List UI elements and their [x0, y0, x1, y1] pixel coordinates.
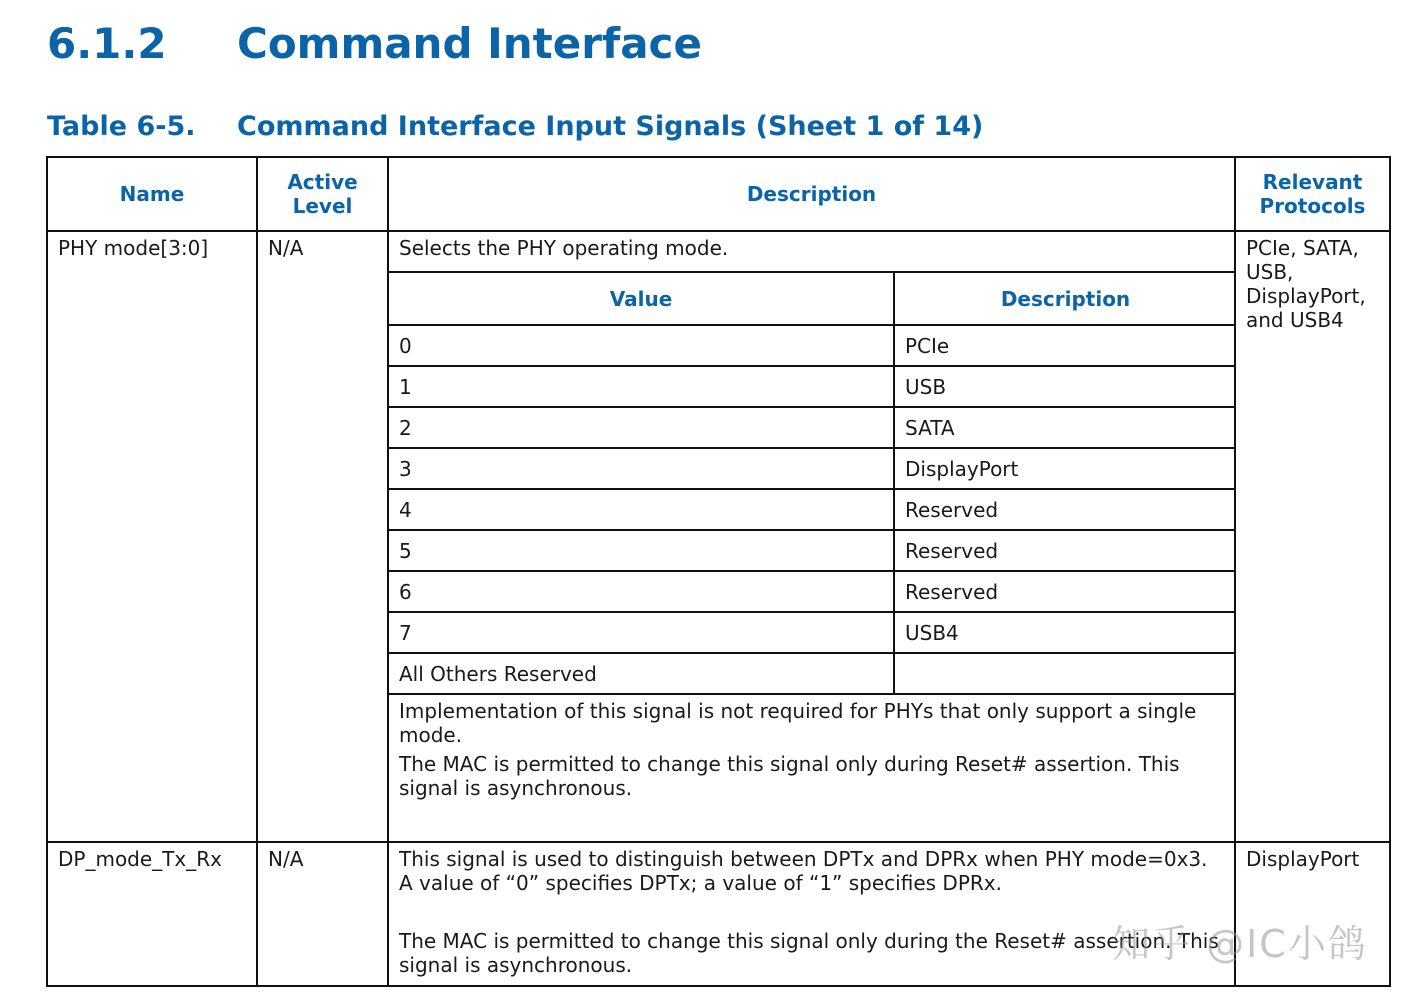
value-cell: 0: [389, 325, 894, 366]
value-description-cell: SATA: [894, 407, 1236, 448]
value-row: [389, 653, 1236, 694]
active-level: N/A: [257, 231, 388, 842]
header-description: Description: [388, 157, 1235, 231]
value-cell: 4: [389, 489, 894, 530]
relevant-protocols: PCIe, SATA, USB, DisplayPort, and USB4: [1235, 231, 1390, 842]
value-cell: 3: [389, 448, 894, 489]
note-paragraph: The MAC is permitted to change this signal only during Reset# assertion. This signal is asynchronous.: [399, 752, 1180, 800]
table-row: [47, 231, 1390, 842]
value-row: [389, 325, 1236, 366]
signal-name: PHY mode[3:0]: [47, 231, 257, 842]
value-description-cell: Reserved: [894, 530, 1236, 571]
header-protocols: Relevant Protocols: [1235, 157, 1390, 231]
value-cell: 6: [389, 571, 894, 612]
description-intro: Selects the PHY operating mode.: [389, 232, 1234, 273]
value-description-cell: USB4: [894, 612, 1236, 653]
value-table-header: [389, 273, 1236, 325]
value-row: [389, 530, 1236, 571]
note-paragraph: This signal is used to distinguish between DPTx and DPRx when PHY mode=0x3. A value of “0” specifies DPTx; a value of “1” specifies DPRx.: [399, 847, 1208, 895]
header-active-level: Active Level: [257, 157, 388, 231]
signals-table: [46, 156, 1391, 987]
table-header-row: [47, 157, 1390, 231]
watermark: 知乎 @IC小鸽: [1112, 922, 1368, 966]
value-table: [389, 273, 1236, 695]
header-name: Name: [47, 157, 257, 231]
value-header: Value: [389, 273, 894, 325]
table-title: Command Interface Input Signals (Sheet 1 of 14): [237, 111, 984, 142]
section-heading: [47, 18, 702, 70]
signal-description: [388, 842, 1235, 986]
value-row: [389, 448, 1236, 489]
value-description-cell: [894, 653, 1236, 694]
value-cell: 7: [389, 612, 894, 653]
section-number: 6.1.2: [47, 19, 167, 68]
value-description-cell: PCIe: [894, 325, 1236, 366]
value-description-header: Description: [894, 273, 1236, 325]
signal-name: DP_mode_Tx_Rx: [47, 842, 257, 986]
signal-description: [388, 231, 1235, 842]
value-description-cell: USB: [894, 366, 1236, 407]
value-row: [389, 407, 1236, 448]
value-cell: 5: [389, 530, 894, 571]
value-cell: 2: [389, 407, 894, 448]
note-paragraph: The MAC is permitted to change this signal only during the Reset# assertion. This signal is asynchronous.: [399, 929, 1219, 977]
value-row: [389, 366, 1236, 407]
note-paragraph: Implementation of this signal is not required for PHYs that only support a single mode.: [399, 699, 1197, 747]
table-number: Table 6-5.: [47, 111, 196, 142]
value-cell: All Others Reserved: [389, 653, 894, 694]
section-title: Command Interface: [237, 19, 702, 68]
value-row: [389, 571, 1236, 612]
active-level: N/A: [257, 842, 388, 986]
description-notes: [389, 843, 1234, 985]
value-row: [389, 489, 1236, 530]
table-caption: [47, 110, 983, 144]
value-description-cell: Reserved: [894, 489, 1236, 530]
relevant-protocols: DisplayPort: [1235, 842, 1390, 986]
value-row: [389, 612, 1236, 653]
value-description-cell: DisplayPort: [894, 448, 1236, 489]
value-description-cell: Reserved: [894, 571, 1236, 612]
value-cell: 1: [389, 366, 894, 407]
description-notes: [389, 695, 1234, 841]
